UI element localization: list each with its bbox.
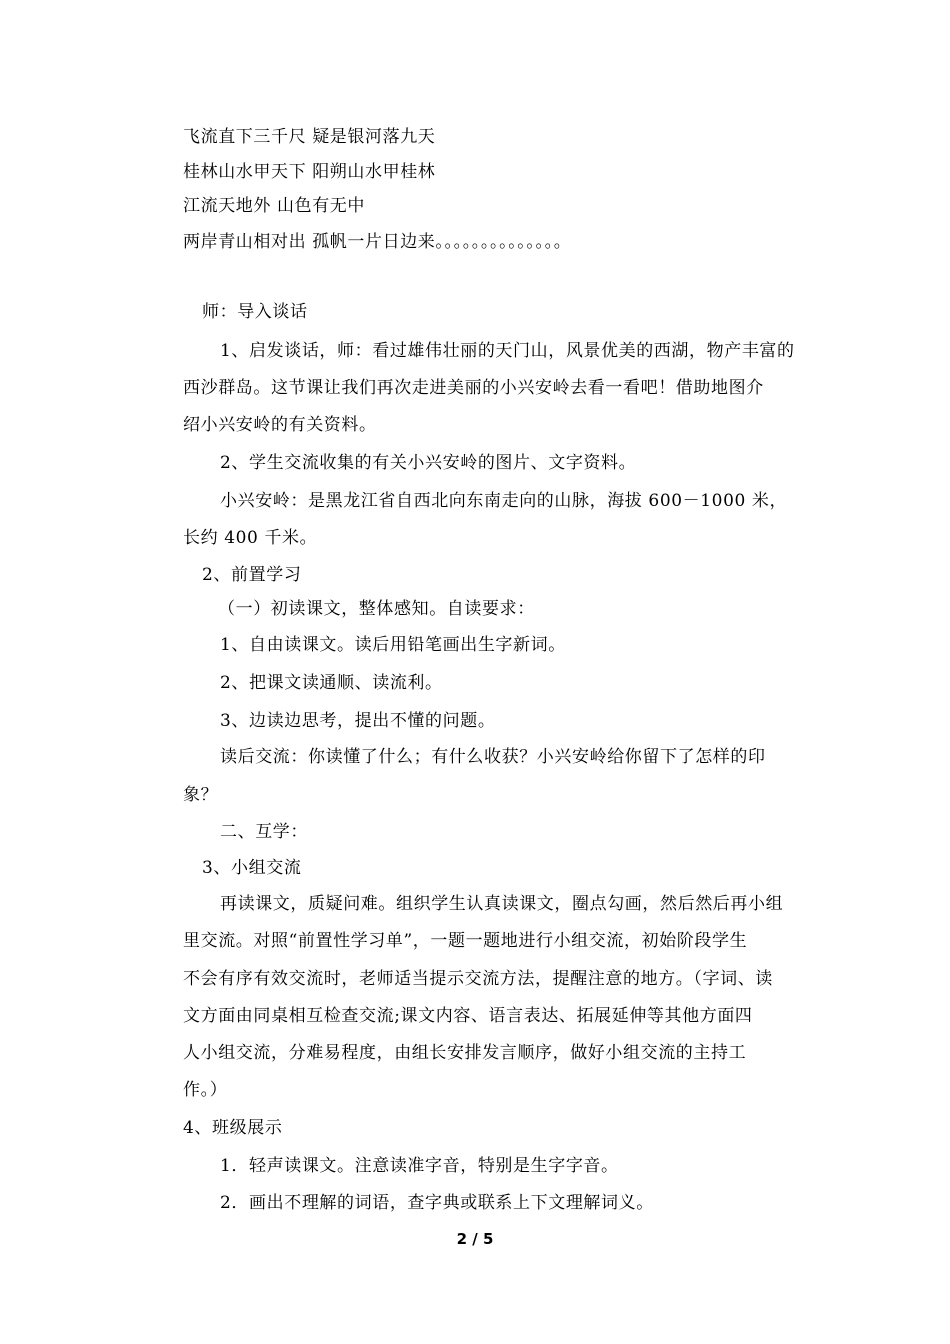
first-reading-subheading: （一）初读课文，整体感知。自读要求： <box>218 599 535 619</box>
paragraph-1-line-3: 绍小兴安岭的有关资料。 <box>183 415 377 435</box>
preview-heading: 2、前置学习 <box>202 565 302 585</box>
paragraph-3-line-1: 小兴安岭：是黑龙江省自西北向东南走向的山脉，海拔 600－1000 米， <box>220 491 788 511</box>
group-paragraph-line-4: 文方面由同桌相互检查交流;课文内容、语言表达、拓展延伸等其他方面四 <box>183 1006 753 1026</box>
poem-line-3: 江流天地外 山色有无中 <box>183 196 366 216</box>
display-item-2: 2．画出不理解的词语，查字典或联系上下文理解词义。 <box>220 1193 654 1213</box>
paragraph-1-line-2: 西沙群岛。这节课让我们再次走进美丽的小兴安岭去看一看吧！借助地图介 <box>183 378 764 398</box>
requirement-3: 3、边读边思考，提出不懂的问题。 <box>220 711 496 731</box>
mutual-learning-heading: 二、互学： <box>220 822 308 842</box>
page-number: 2 / 5 <box>456 1230 494 1248</box>
display-item-1: 1．轻声读课文。注意读准字音，特别是生字字音。 <box>220 1156 619 1176</box>
group-paragraph-line-2: 里交流。对照“前置性学习单”，一题一题地进行小组交流，初始阶段学生 <box>183 931 748 951</box>
poem-line-1: 飞流直下三千尺 疑是银河落九天 <box>183 127 436 147</box>
poem-line-2: 桂林山水甲天下 阳朔山水甲桂林 <box>183 162 436 182</box>
group-exchange-heading: 3、小组交流 <box>202 858 302 878</box>
group-paragraph-line-6: 作。） <box>183 1080 228 1100</box>
teacher-intro-heading: 师：导入谈话 <box>202 302 308 322</box>
exchange-line-1: 读后交流：你读懂了什么；有什么收获？小兴安岭给你留下了怎样的印 <box>220 747 766 767</box>
group-paragraph-line-3: 不会有序有效交流时，老师适当提示交流方法，提醒注意的地方。（字词、读 <box>183 969 773 989</box>
paragraph-2: 2、学生交流收集的有关小兴安岭的图片、文字资料。 <box>220 453 637 473</box>
class-display-heading: 4、班级展示 <box>183 1118 283 1138</box>
requirement-1: 1、自由读课文。读后用铅笔画出生字新词。 <box>220 635 566 655</box>
group-paragraph-line-1: 再读课文，质疑问难。组织学生认真读课文，圈点勾画，然后然后再小组 <box>220 894 784 914</box>
group-paragraph-line-5: 人小组交流，分难易程度，由组长安排发言顺序，做好小组交流的主持工 <box>183 1043 747 1063</box>
exchange-line-2: 象？ <box>183 785 219 805</box>
paragraph-3-line-2: 长约 400 千米。 <box>183 528 318 548</box>
poem-line-4: 两岸青山相对出 孤帆一片日边来。。。。。。。。。。。。。。 <box>183 232 572 252</box>
requirement-2: 2、把课文读通顺、读流利。 <box>220 673 443 693</box>
paragraph-1-line-1: 1、启发谈话，师：看过雄伟壮丽的天门山，风景优美的西湖，物产丰富的 <box>220 341 795 361</box>
